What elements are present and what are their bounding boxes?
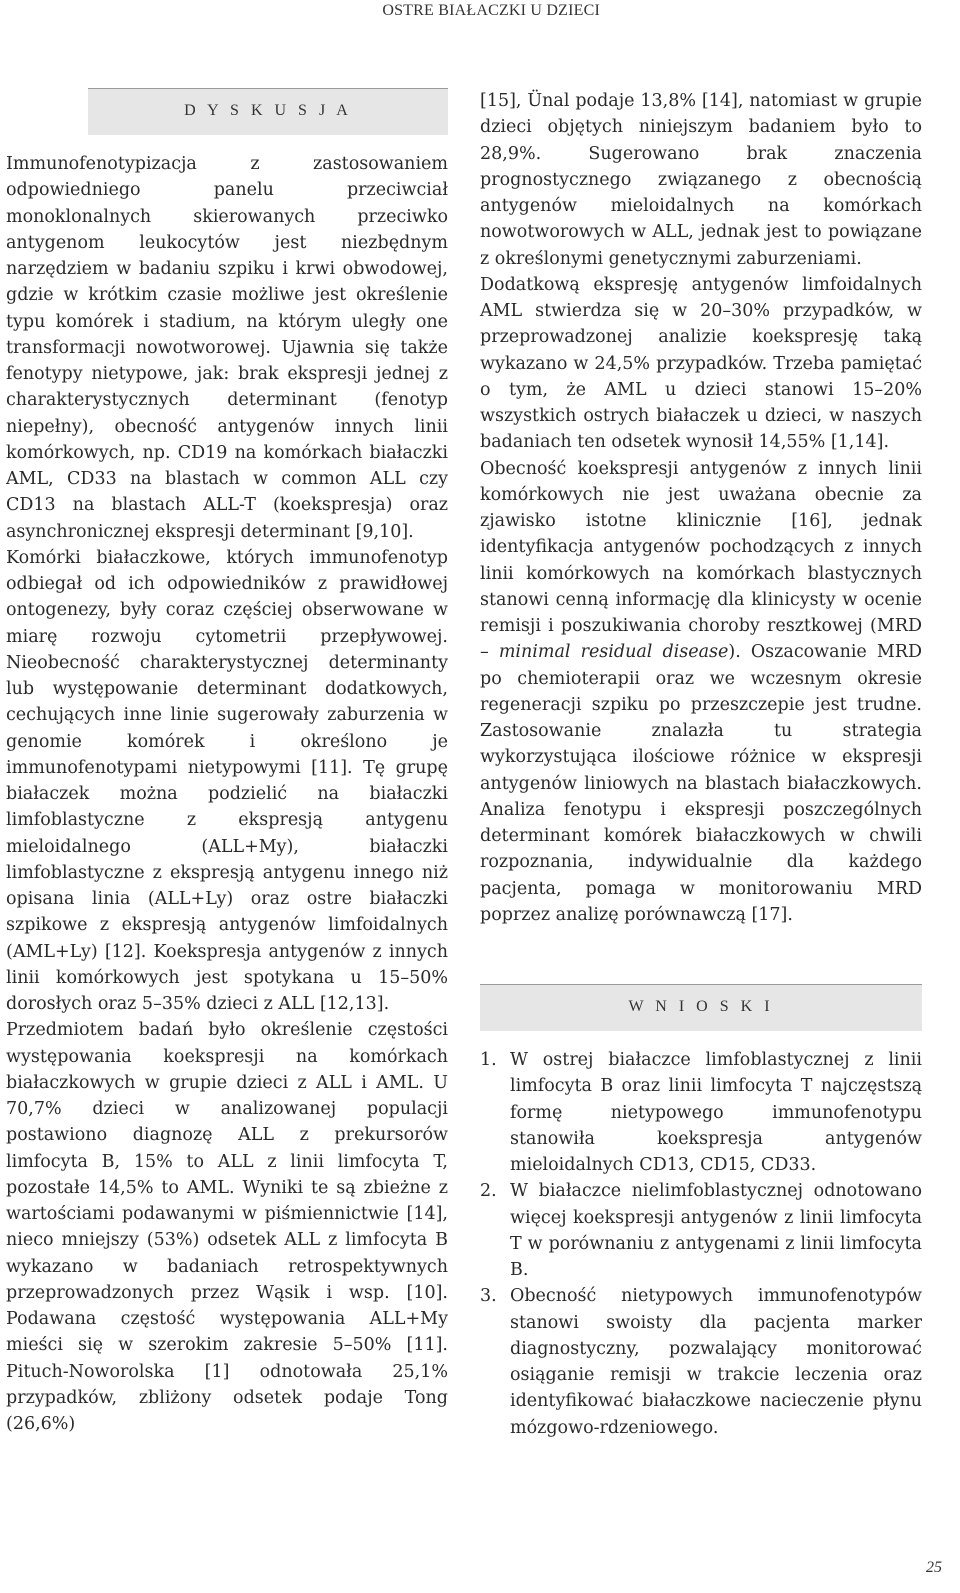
dyskusja-body-continued (480, 88, 922, 928)
paragraph: Komórki białaczkowe, których immunofenotyp odbiegał od ich odpowiedników z prawidłowej ontogenezy, były coraz częściej obserwowane w miarę rozwoju cytometrii przepływowej. Nieobecność charakterystycznej determinanty lub występowanie determinant dodatkowych, cechujących inne linie sugerowały zaburzenia w genomie komórek i określono je immunofenotypami nietypowymi [11]. Tę grupę białaczek można podzielić na białaczki limfoblastyczne z ekspresją antygenu mieloidalnego (ALL+My), białaczki limfoblastyczne z ekspresją antygenu innego niż opisana linia (ALL+Ly) oraz ostre białaczki szpikowe z ekspresją antygenów limfoidalnych (AML+Ly) [12]. Koekspresja antygenów z innych linii komórkowych jest spotykana u 15–50% dorosłych oraz 5–35% dzieci z ALL [12,13]. (6, 547, 448, 1014)
list-number: 3. (480, 1286, 497, 1307)
paragraph: [15], Ünal podaje 13,8% [14], natomiast w grupie dzieci objętych niniejszym badaniem było to 28,9%. Sugerowano brak znaczenia prognostycznego związanego z obecnością antygenów mieloidalnych na komórkach nowotworowych w ALL, jednak jest to powiązane z określonymi genetycznymi zaburzeniami. (480, 91, 922, 269)
section-heading-wnioski: W N I O S K I (480, 984, 922, 1031)
paragraph: Przedmiotem badań było określenie częstości występowania koekspresji na komórkach białaczkowych w grupie dzieci z ALL i AML. U 70,7% dzieci w analizowanej populacji postawiono diagnozę ALL z prekursorów limfocyta B, 15% to ALL z linii limfocyta T, pozostałe 14,5% to AML. Wyniki te są zbieżne z wartościami podawanymi w piśmiennictwie [14], nieco mniejszy (53%) odsetek ALL z limfocyta B wykazano w badaniach retrospektywnych przeprowadzonych przez Wąsik i wsp. [10]. Podawana częstość występowania ALL+My mieści się w szerokim zakresie 5–50% [11]. Pituch-Noworolska [1] odnotowała 25,1% przypadków, zbliżony odsetek podaje Tong (26,6%) (6, 1020, 448, 1434)
left-column (6, 88, 448, 1437)
list-item (480, 1178, 922, 1283)
paragraph: Immunofenotypizacja z zastosowaniem odpowiedniego panelu przeciwciał monoklonalnych skierowanych przeciwko antygenom leukocytów jest niezbędnym narzędziem w badaniu szpiku i krwi obwodowej, gdzie w krótkim czasie możliwe jest określenie typu komórek i stadium, na którym uległy one transformacji nowotworowej. Ujawnia się także fenotypy nietypowe, jak: brak ekspresji jednej z charakterystycznych determinant (fenotyp niepełny), obecność antygenów innych linii komórkowych, np. CD19 na komórkach białaczki AML, CD33 na blastach w common ALL czy CD13 na blastach ALL-T (koekspresja) oraz asynchronicznej ekspresji determinant [9,10]. (6, 154, 448, 542)
page-number: 25 (926, 1559, 942, 1576)
list-number: 1. (480, 1050, 497, 1070)
list-item-text: W ostrej białaczce limfoblastycznej z linii limfocyta B oraz linii limfocyta T najczęstszą formę nietypowego immunofenotypu stanowiła koekspresja antygenów mieloidalnych CD13, CD15, CD33. (510, 1050, 922, 1175)
conclusions-list (480, 1047, 922, 1441)
italic-term: minimal residual disease (498, 642, 729, 663)
right-column (480, 88, 922, 1441)
paragraph-text: ). Oszacowanie MRD po chemioterapii oraz we wczesnym okresie regeneracji szpiku po przeszczepie jest trudne. Zastosowanie znalazła tu strategia wykorzystująca ilościowe różnice w ekspresji antygenów liniowych na blastach białaczkowych. Analiza fenotypu i ekspresji poszczególnych determinant komórek białaczkowych w chwili rozpoznania, indywidualnie dla każdego pacjenta, pomaga w monitorowaniu MRD poprzez analizę porównawczą [17]. (480, 642, 922, 925)
list-item-text: Obecność nietypowych immunofenotypów stanowi swoisty dla pacjenta marker diagnostyczny, pozwalający monitorować osiąganie remisji w trakcie leczenia oraz identyfikować białaczkowe nacieczenie płynu mózgowo-rdzeniowego. (510, 1286, 922, 1438)
dyskusja-body (6, 151, 448, 1437)
list-item (480, 1047, 922, 1178)
section-heading-dyskusja: D Y S K U S J A (88, 88, 448, 135)
wnioski-section (480, 984, 922, 1441)
list-item-text: W białaczce nielimfoblastycznej odnotowano więcej koekspresji antygenów z linii limfocyta T w porównaniu z antygenami z linii limfocyta B. (510, 1181, 922, 1280)
paragraph-text: Obecność koekspresji antygenów z innych linii komórkowych nie jest uważana obecnie za zjawisko istotne klinicznie [16], jednak identyfikacja antygenów pochodzących z innych linii komórkowych na komórkach blastycznych stanowi cenną informację dla klinicysty w ocenie remisji i poszukiwania choroby resztkowej (MRD – (480, 458, 922, 663)
list-number: 2. (480, 1181, 497, 1202)
running-header: OSTRE BIAŁACZKI U DZIECI (382, 2, 600, 19)
paragraph: Dodatkową ekspresję antygenów limfoidalnych AML stwierdza się w 20–30% przypadków, w przeprowadzonej analizie koekspresję taką wykazano w 24,5% przypadków. Trzeba pamiętać o tym, że AML u dzieci stanowi 15–20% wszystkich ostrych białaczek u dzieci, w naszych badaniach ten odsetek wynosił 14,55% [1,14]. (480, 274, 922, 453)
list-item (480, 1283, 922, 1441)
paragraph (480, 456, 922, 929)
